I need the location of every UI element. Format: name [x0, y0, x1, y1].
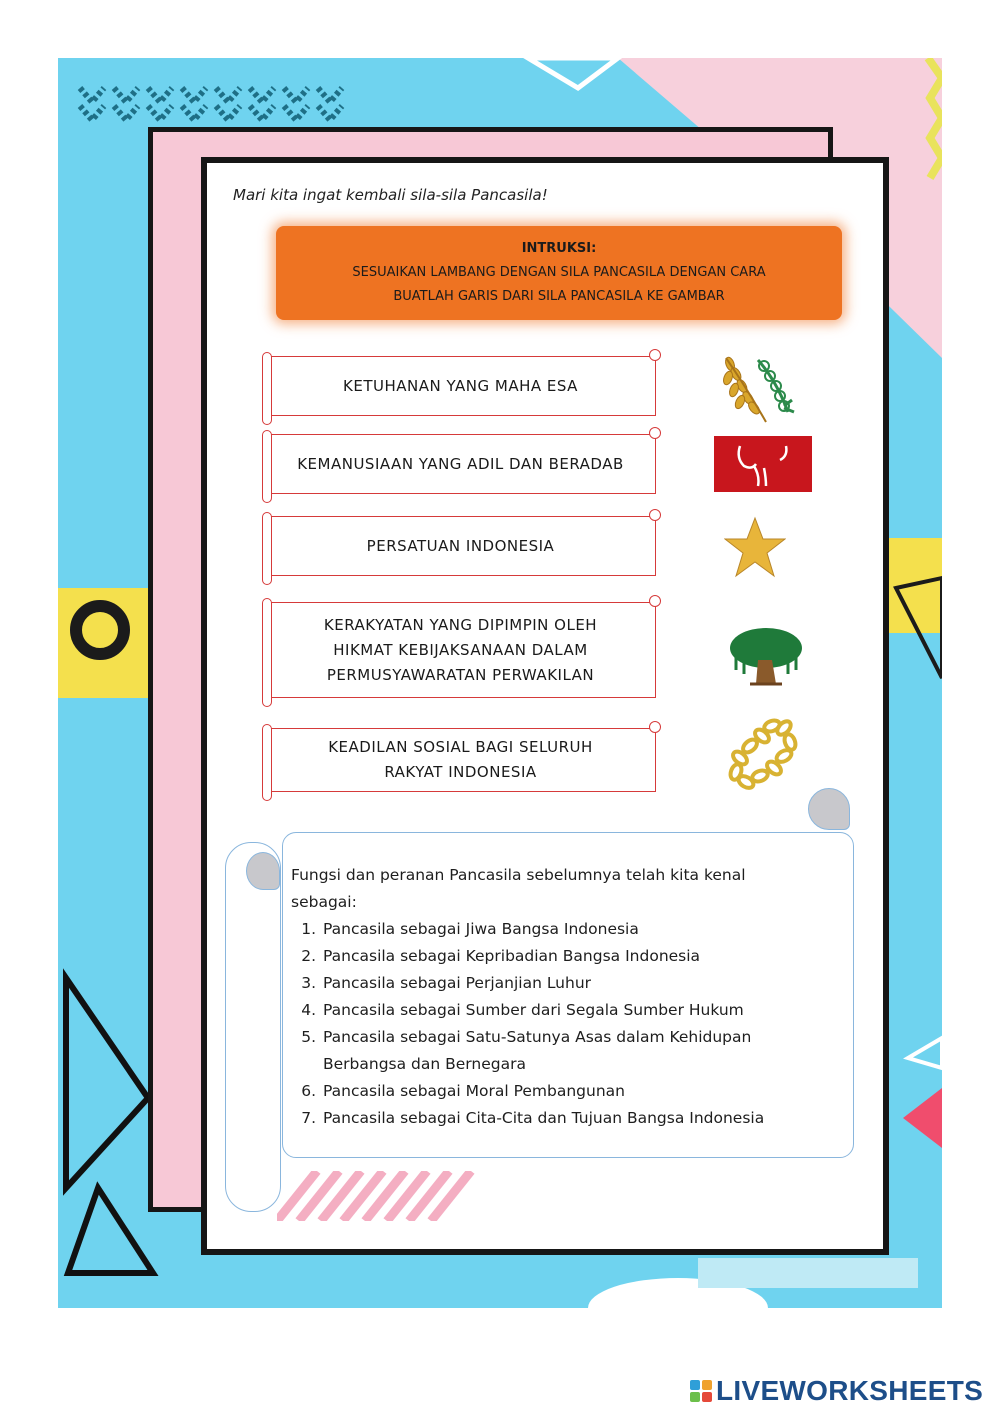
stripe-block [698, 1258, 918, 1288]
fungsi-item: 5. Pancasila sebagai Satu-Satunya Asas dalam Kehidupan Berbangsa dan Bernegara [321, 1024, 811, 1078]
liveworksheets-icon [690, 1380, 712, 1402]
bull-head-icon[interactable] [714, 436, 812, 492]
sila-3-scroll[interactable] [264, 516, 656, 576]
rice-cotton-icon[interactable] [718, 350, 798, 428]
sila-5-text-line-1: KEADILAN SOSIAL BAGI SELURUH [328, 738, 593, 756]
sila-4-text-line-3: PERMUSYAWARATAN PERWAKILAN [326, 665, 595, 684]
triangle-outline-bottom [68, 1188, 153, 1273]
fungsi-scroll-roll [225, 842, 281, 1212]
fungsi-intro-line-2: sebagai: [291, 893, 357, 911]
fungsi-item: 3. Pancasila sebagai Perjanjian Luhur [321, 970, 811, 997]
pink-stripes [277, 1171, 477, 1221]
sila-4-scroll[interactable] [264, 602, 656, 698]
banyan-tree-icon[interactable] [728, 624, 804, 686]
scroll-curl-icon [808, 788, 850, 830]
fungsi-text-block [291, 862, 811, 1132]
fungsi-intro-line-1: Fungsi dan peranan Pancasila sebelumnya telah kita kenal [291, 866, 746, 884]
chevron-pattern [80, 88, 342, 120]
intro-text: Mari kita ingat kembali sila-sila Pancasila! [233, 186, 548, 204]
brand-name: LIVEWORKSHEETS [716, 1375, 984, 1406]
fungsi-item: 6. Pancasila sebagai Moral Pembangunan [321, 1078, 811, 1105]
triangle-outline [528, 58, 618, 88]
fungsi-item: 2. Pancasila sebagai Kepribadian Bangsa Indonesia [321, 943, 811, 970]
fungsi-item: 7. Pancasila sebagai Cita-Cita dan Tujuan Bangsa Indonesia [321, 1105, 811, 1132]
chain-icon[interactable] [726, 716, 800, 792]
fungsi-item: 4. Pancasila sebagai Sumber dari Segala Sumber Hukum [321, 997, 811, 1024]
instruction-line-1: SESUAIKAN LAMBANG DENGAN SILA PANCASILA DENGAN CARA [352, 265, 766, 280]
fungsi-item: 1. Pancasila sebagai Jiwa Bangsa Indonesia [321, 916, 811, 943]
fungsi-list [291, 916, 811, 1132]
white-triangle [908, 1038, 942, 1068]
red-triangle [903, 1088, 942, 1148]
sila-2-text: KEMANUSIAAN YANG ADIL DAN BERADAB [297, 454, 624, 473]
scroll-curl-left-icon [246, 852, 280, 890]
instruction-box [276, 226, 842, 320]
sila-3-text: PERSATUAN INDONESIA [366, 536, 555, 555]
sila-4-text-line-1: KERAKYATAN YANG DIPIMPIN OLEH [323, 615, 598, 634]
instruction-line-2: BUATLAH GARIS DARI SILA PANCASILA KE GAMBAR [393, 289, 725, 304]
sila-1-scroll[interactable] [264, 356, 656, 416]
sila-5-text-line-2: RAKYAT INDONESIA [384, 763, 537, 781]
triangle-outline-left [66, 978, 148, 1188]
liveworksheets-logo [690, 1375, 983, 1407]
sila-5-scroll[interactable] [264, 728, 656, 792]
sila-1-text: KETUHANAN YANG MAHA ESA [343, 376, 578, 395]
star-icon[interactable] [724, 516, 786, 578]
instruction-title: INTRUKSI: [521, 241, 597, 256]
sila-2-scroll[interactable] [264, 434, 656, 494]
sila-4-text-line-2: HIKMAT KEBIJAKSANAAN DALAM [333, 640, 588, 659]
